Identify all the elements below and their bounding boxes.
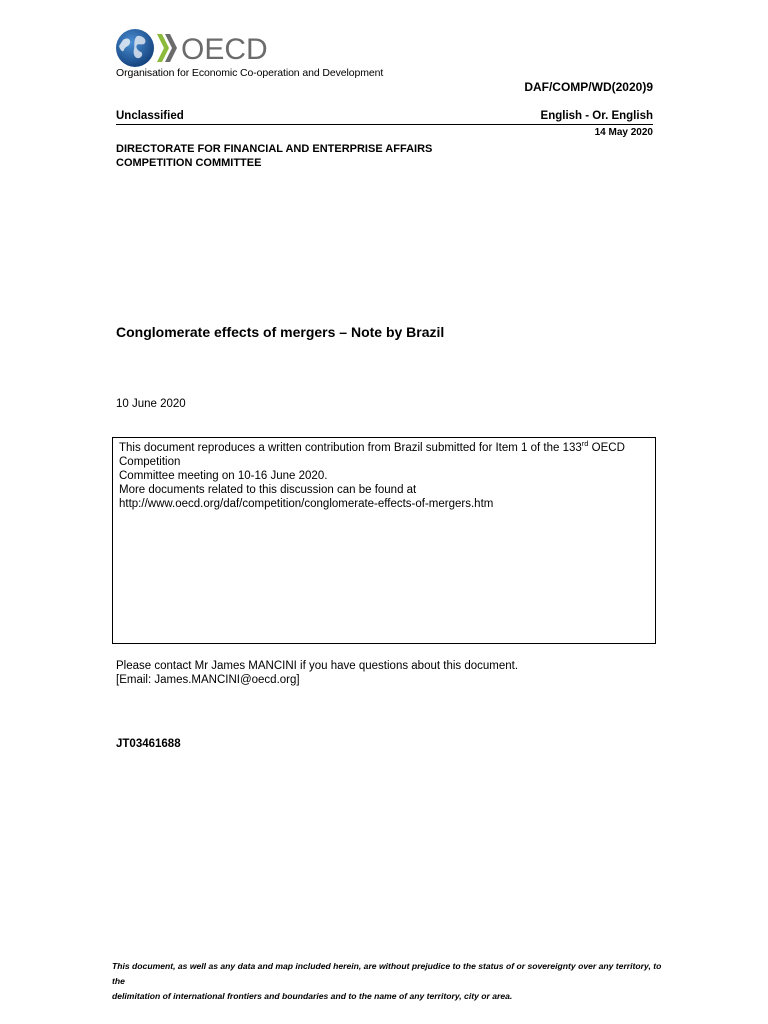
oecd-logo <box>115 28 285 68</box>
logo-wordmark: OECD <box>181 33 268 66</box>
info-link[interactable]: http://www.oecd.org/daf/competition/conglomerate-effects-of-mergers.htm <box>119 498 494 510</box>
globe-icon <box>116 29 154 67</box>
classification-label: Unclassified <box>116 110 184 122</box>
info-line-1: This document reproduces a written contribution from Brazil submitted for Item 1 of the 133rd OECD Competition <box>119 439 625 468</box>
language-label: English - Or. English <box>540 110 653 122</box>
directorate-name: DIRECTORATE FOR FINANCIAL AND ENTERPRISE AFFAIRS <box>116 143 433 155</box>
disclaimer <box>112 959 672 1004</box>
issue-date: 14 May 2020 <box>594 127 653 138</box>
contact-block <box>116 659 518 687</box>
info-line-2: Committee meeting on 10-16 June 2020. <box>119 470 328 482</box>
document-reference: DAF/COMP/WD(2020)9 <box>524 80 653 94</box>
contact-email[interactable]: [Email: James.MANCINI@oecd.org] <box>116 674 300 686</box>
job-number: JT03461688 <box>116 738 181 750</box>
contact-line: Please contact Mr James MANCINI if you have questions about this document. <box>116 660 519 672</box>
info-box <box>112 437 656 644</box>
chevrons-icon <box>157 34 177 62</box>
info-line-3: More documents related to this discussion can be found at <box>119 484 417 496</box>
document-date: 10 June 2020 <box>116 398 186 410</box>
organisation-name: Organisation for Economic Co-operation and Development <box>116 67 384 79</box>
disclaimer-line-2: delimitation of international frontiers and boundaries and to the name of any territory, city or area. <box>112 991 513 1001</box>
document-title: Conglomerate effects of mergers – Note by Brazil <box>116 324 445 340</box>
committee-name: COMPETITION COMMITTEE <box>116 157 262 169</box>
disclaimer-line-1: This document, as well as any data and map included herein, are without prejudice to the status of or sovereignty over any territory, to the <box>112 961 662 986</box>
header-divider <box>116 124 653 125</box>
ordinal-superscript: rd <box>581 439 589 449</box>
directorate-block <box>116 142 432 170</box>
